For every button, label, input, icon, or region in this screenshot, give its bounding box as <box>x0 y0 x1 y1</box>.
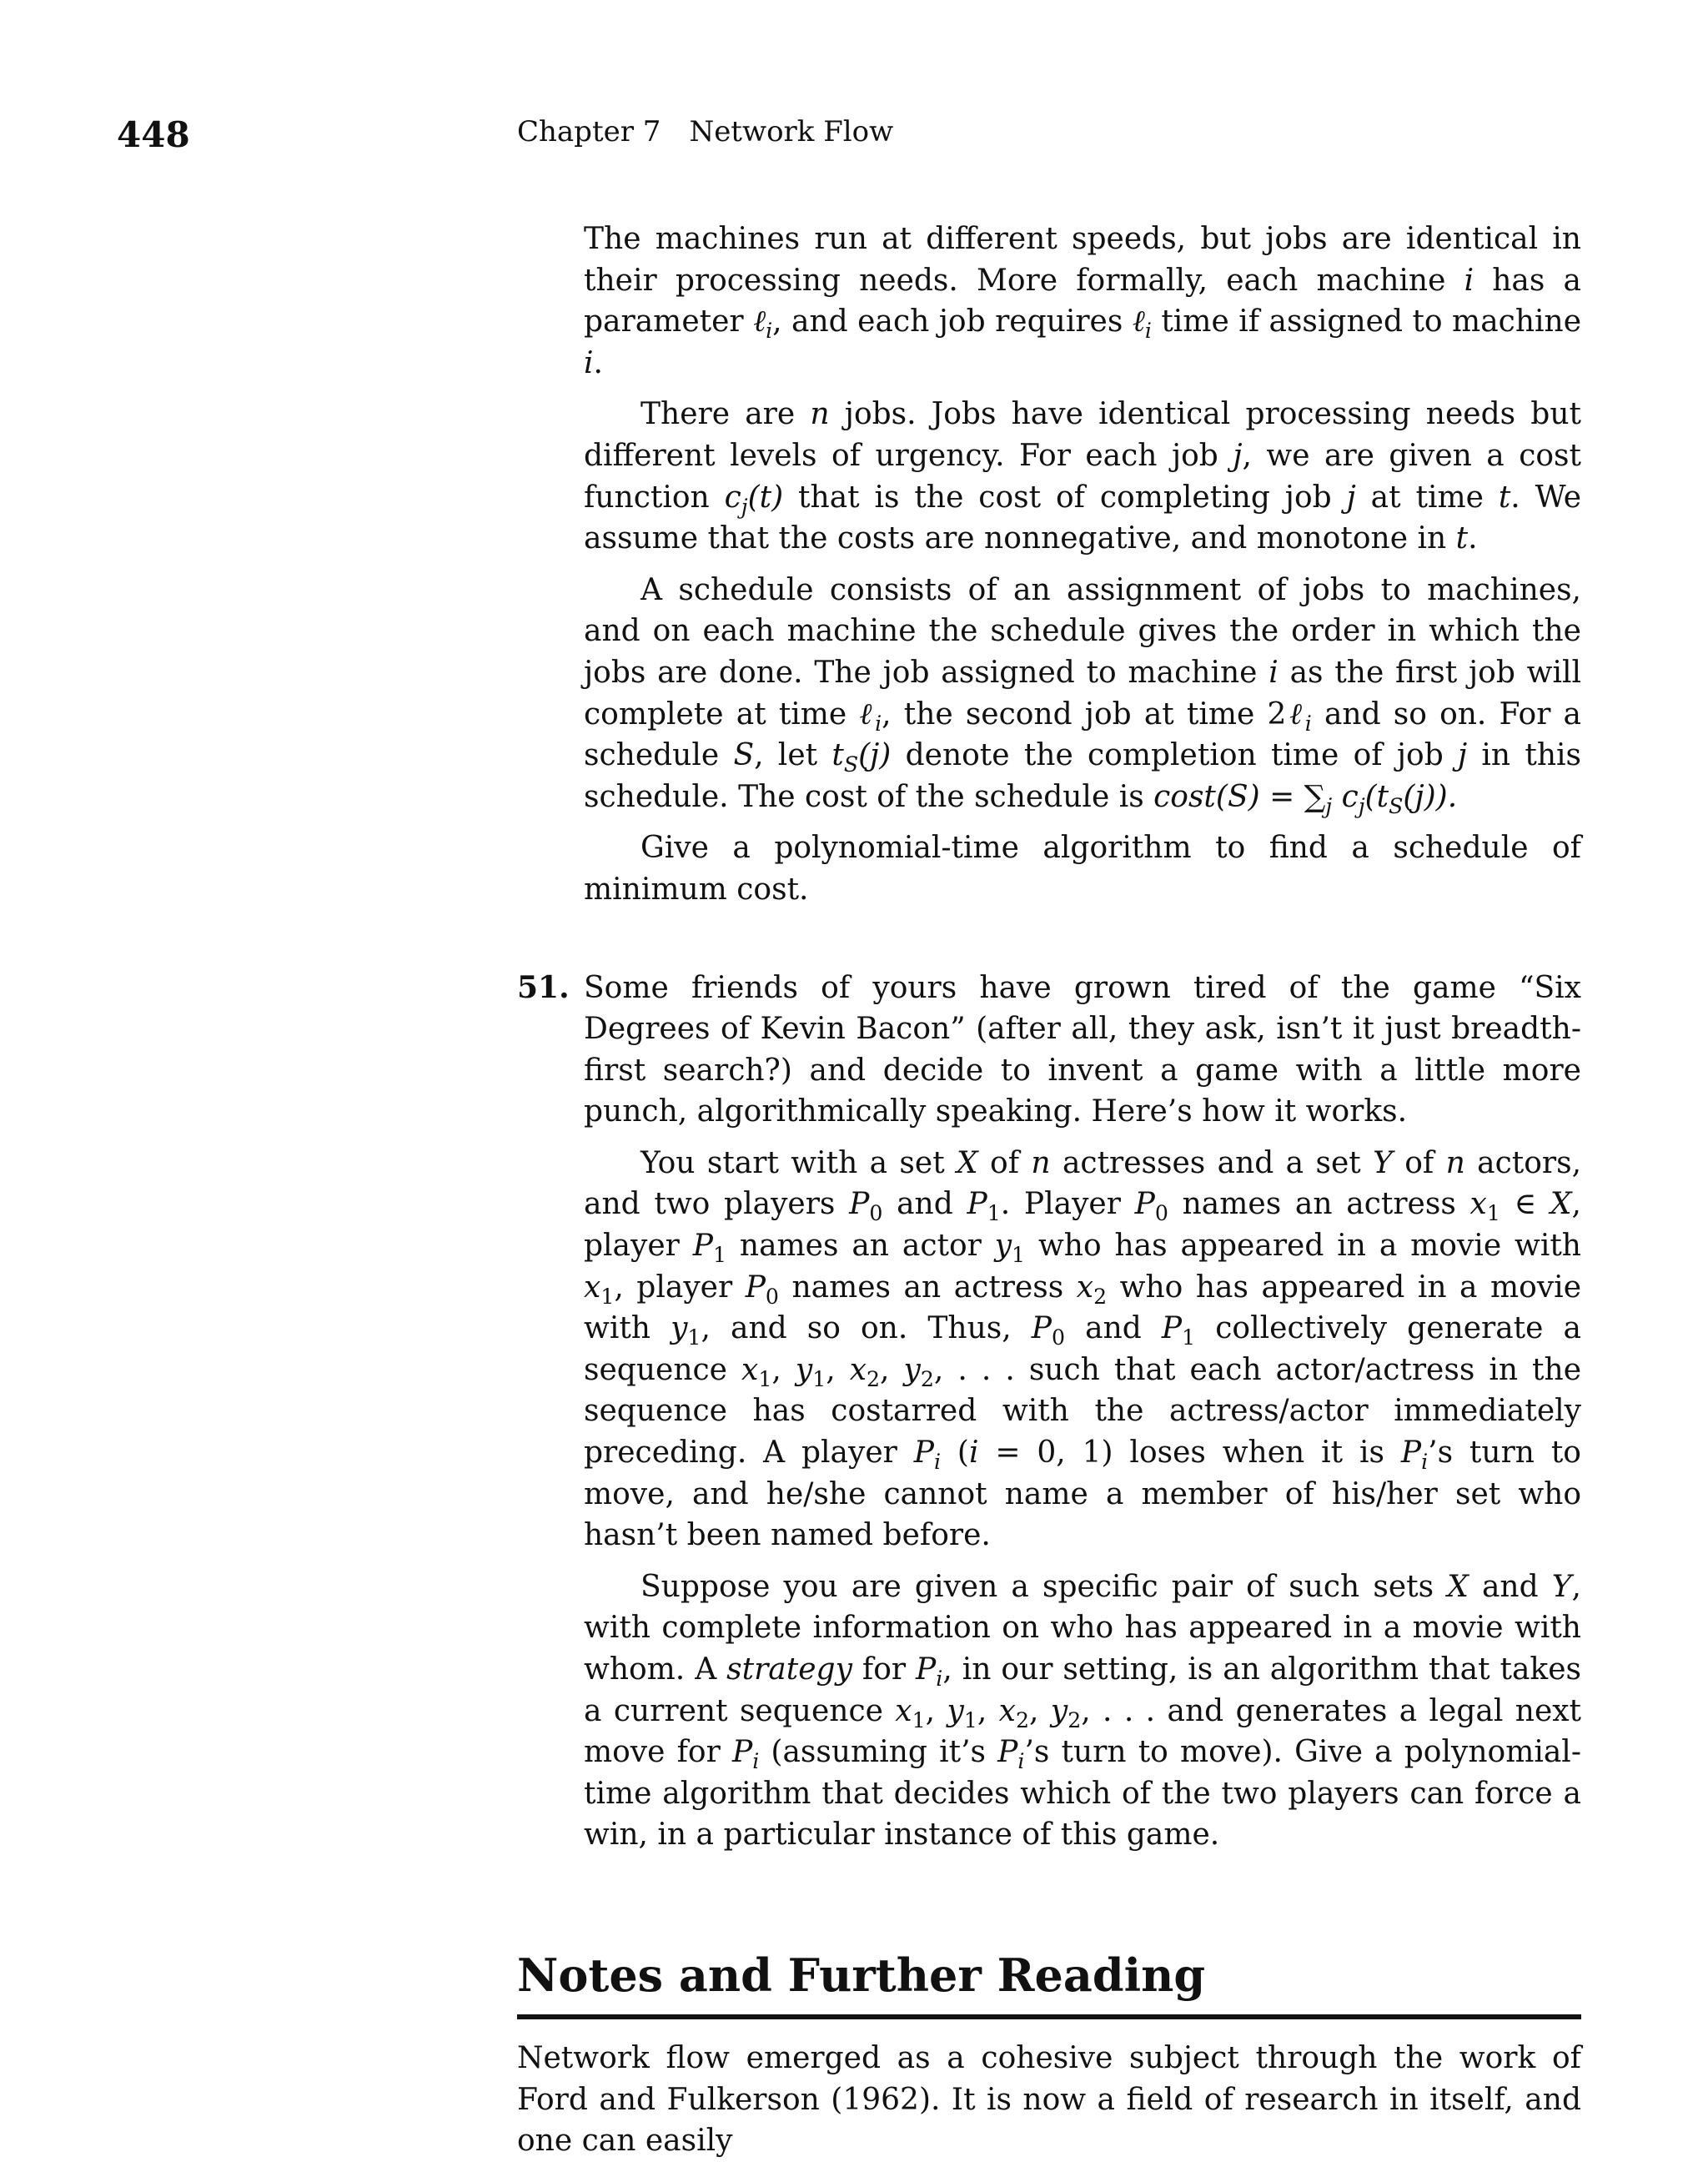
paragraph: You start with a set X of n actresses and a set Y of n actors, and two players $P_0$ and $P_1$. Player $P_0$ names an actress $x_1$ ∈ X, player $P_1$ names an actor $y_1$ who has appeared in a movie with $x_1$, player $P_0$ names an actress $x_2$ who has appeared in a movie with $y_1$, and so on. Thus, $P_0$ and $P_1$ collectively generate a sequence $x_1$, $y_1$, $x_2$, $y_2$, . . . such that each actor/actress in the sequence has costarred with the actress/actor immediately preceding. A player $P_i$ (i = 0, 1) loses when it is $P_i’s$ turn to move, and he/she cannot name a member of his/her set who hasn’t been named before. <box>584 1145 1582 1553</box>
section-heading: Notes and Further Reading <box>517 1946 1581 2019</box>
problem-number: 51. <box>517 969 570 1005</box>
chapter-label: Chapter 7 <box>517 115 661 148</box>
page-number: 448 <box>117 114 190 155</box>
chapter-title: Network Flow <box>689 115 894 148</box>
paragraph: There are n jobs. Jobs have identical processing needs but different levels of urgency. For each job j, we are given a cost function $c_j(t)$ that is the cost of completing job j at time t. We assume that the costs are nonnegative, and monotone in t. <box>584 397 1582 556</box>
paragraph: A schedule consists of an assignment of jobs to machines, and on each machine the schedule gives the order in which the jobs are done. The job assigned to machine i as the first job will complete at time ℓ$_i$, the second job at time 2ℓ$_i$ and so on. For a schedule S, let $t_S(j)$ denote the completion time of job j in this schedule. The cost of the schedule is $\cos t(S) = \sum_j$ $c_j(t_S(j))$. <box>584 572 1582 818</box>
paragraph: The machines run at different speeds, but jobs are identical in their processing needs. More formally, each machine i has a parameter ℓ$_i$, and each job requires ℓ$_i$ time if assigned to machine i. <box>584 222 1582 380</box>
emphasis-strategy: strategy <box>726 1652 852 1687</box>
problem-51 <box>517 968 1581 1856</box>
notes-paragraph: Network flow emerged as a cohesive subject through the work of Ford and Fulkerson (1962). It is now a field of research in itself, and one can easily <box>517 2040 1581 2159</box>
paragraph: Give a polynomial-time algorithm to find a schedule of minimum cost. <box>584 831 1581 907</box>
running-head <box>517 113 893 151</box>
problem-50-continuation <box>584 219 1581 911</box>
cost-formula: $\cos t(S) = \sum_j$ $c_j(t_S(j))$. <box>1153 779 1458 818</box>
paragraph: Suppose you are given a specific pair of such sets X and Y, with complete information on who has appeared in a movie with whom. A strategy for $P_i$, in our setting, is an algorithm that takes a current sequence $x_1$, $y_1$, $x_2$, $y_2$, . . . and generates a legal next move for $P_i$ (assuming it’s $P_i’s$ turn to move). Give a polynomial-time algorithm that decides which of the two players can force a win, in a particular instance of this game. <box>584 1569 1582 1853</box>
paragraph: Some friends of yours have grown tired of the game “Six Degrees of Kevin Bacon” (after all, they ask, isn’t it just breadth-first search?) and decide to invent a game with a little more punch, algorithmically speaking. Here’s how it works. <box>584 970 1581 1129</box>
page-content <box>517 219 1581 2162</box>
